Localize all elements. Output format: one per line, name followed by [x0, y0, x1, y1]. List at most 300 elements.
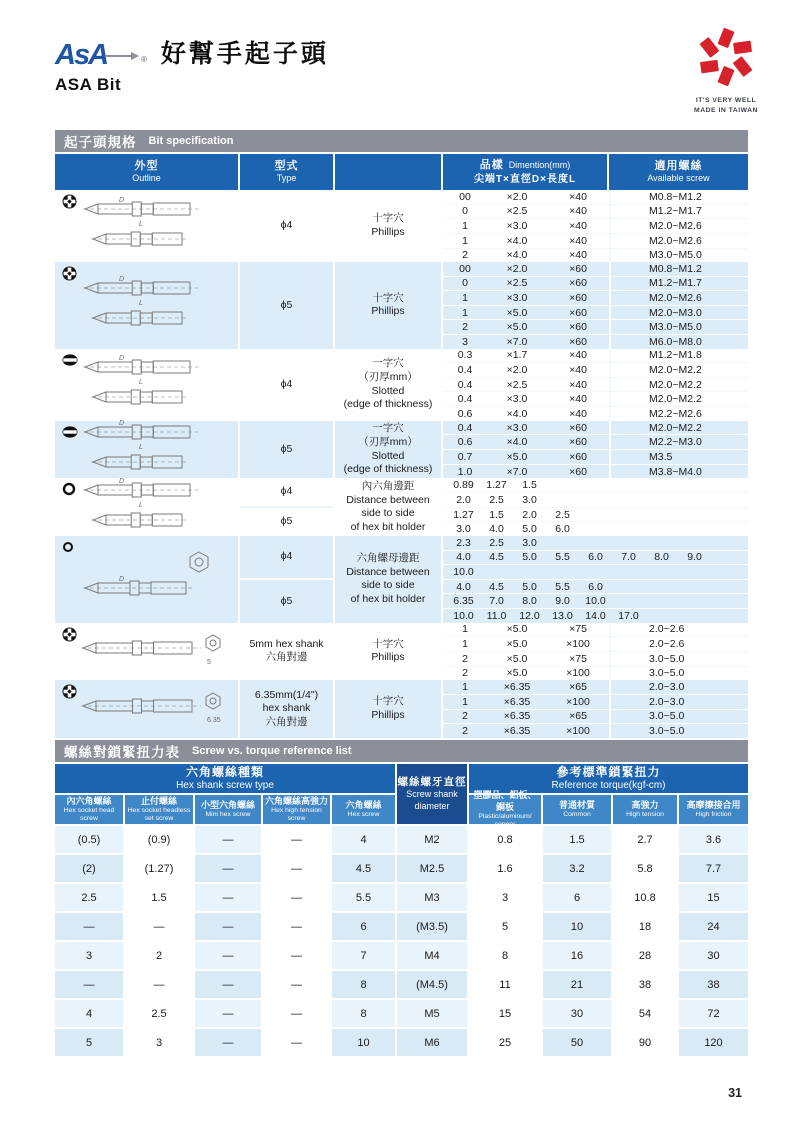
tip-size: 0.4	[457, 364, 473, 377]
tip-size: 1.0	[457, 465, 473, 478]
diameter: ×6.35	[503, 710, 531, 723]
torque-cell: M6	[397, 1029, 467, 1056]
phillips-icon	[62, 684, 77, 704]
tip-size: 00	[459, 262, 471, 275]
length: ×60	[569, 421, 587, 434]
diameter: ×2.5	[506, 277, 528, 290]
svg-text:D: D	[118, 275, 124, 283]
available-screw: M6.0~M8.0	[609, 335, 748, 349]
torque-cell: 3.6	[679, 826, 748, 853]
torque-cell: (1.27)	[125, 855, 193, 882]
torque-cell: 6	[543, 884, 611, 911]
spec-row	[443, 694, 748, 709]
style-name-cell: 十字穴 Phillips	[335, 262, 443, 349]
torque-cell: 3	[55, 942, 123, 969]
sub-column-header: 小型六角螺絲 Mini hex screw	[195, 795, 261, 824]
bit-drawing	[79, 418, 229, 481]
svg-text:D: D	[118, 196, 124, 204]
diameter: ×3.0	[506, 421, 528, 434]
length: ×60	[569, 321, 587, 334]
torque-cell: 4	[332, 826, 395, 853]
tip-size: 2	[462, 249, 468, 262]
diameter: ×3.0	[506, 292, 528, 305]
style-name-cell: 一字穴 （刃厚mm） Slotted (edge of thickness)	[335, 349, 443, 421]
sub-column-header: 止付螺絲 Hex socket headless set screw	[125, 795, 193, 824]
hex-size: 3.0	[456, 523, 471, 536]
torque-row	[55, 1000, 748, 1027]
length: ×60	[569, 465, 587, 478]
torque-cell: 0.8	[469, 826, 541, 853]
dimension-rows	[443, 421, 748, 479]
torque-cell: 3	[125, 1029, 193, 1056]
bit-drawing	[79, 548, 229, 611]
torque-cell: 8	[332, 971, 395, 998]
style-name-cell: 內六角邊距 Distance between side to side of hex bit holder	[335, 478, 443, 536]
torque-row	[55, 971, 748, 998]
type-label: ϕ4	[280, 550, 293, 563]
torque-cell: —	[263, 971, 330, 998]
torque-table-header	[55, 764, 748, 828]
torque-cell: 4.5	[332, 855, 395, 882]
spec-section	[55, 623, 748, 681]
torque-cell: —	[125, 971, 193, 998]
spec-row	[443, 204, 748, 219]
torque-cell: —	[263, 1029, 330, 1056]
tip-size: 1	[462, 306, 468, 319]
hex-size: 7.0	[621, 551, 636, 564]
spec-banner-zh: 起子頭規格	[64, 135, 137, 150]
asa-logo: AsA	[55, 39, 108, 71]
spec-row	[443, 623, 748, 637]
torque-table-banner	[55, 740, 748, 762]
available-screw: M2.0~M2.6	[609, 219, 748, 233]
available-screw: M0.8~M1.2	[609, 190, 748, 204]
length: ×40	[569, 234, 587, 247]
hex-size: 8.0	[654, 551, 669, 564]
dimension-rows	[443, 349, 748, 421]
torque-cell: 5.8	[613, 855, 677, 882]
torque-cell: 54	[613, 1000, 677, 1027]
spec-row	[443, 362, 748, 377]
available-screw: M2.0~M2.2	[609, 378, 748, 392]
torque-cell: 25	[469, 1029, 541, 1056]
length: ×60	[569, 306, 587, 319]
torque-cell: (2)	[55, 855, 123, 882]
svg-text:L: L	[138, 501, 143, 509]
torque-cell: 8	[332, 1000, 395, 1027]
spec-row	[443, 464, 748, 479]
length: ×40	[569, 249, 587, 262]
torque-row	[55, 913, 748, 940]
torque-cell: 2.5	[55, 884, 123, 911]
type-cell	[240, 536, 335, 623]
phillips-icon	[62, 266, 77, 286]
available-screw: 3.0~5.0	[609, 667, 748, 681]
spec-row	[443, 305, 748, 320]
torque-cell: 2	[125, 942, 193, 969]
type-cell	[240, 349, 335, 421]
hex-size: 5.0	[522, 551, 537, 564]
torque-cell: —	[263, 826, 330, 853]
page-number: 31	[728, 1086, 742, 1100]
torque-cell: M3	[397, 884, 467, 911]
spec-row	[443, 434, 748, 449]
spec-row	[443, 262, 748, 276]
torque-cell: 5	[55, 1029, 123, 1056]
dimension-rows	[443, 190, 748, 262]
type-label: ϕ5	[280, 442, 293, 455]
tip-size: 0.7	[457, 450, 473, 463]
torque-banner-en: Screw vs. torque reference list	[192, 745, 352, 757]
length: ×65	[569, 710, 587, 723]
hex-size: 17.0	[618, 609, 639, 622]
hex-size: 1.27	[486, 479, 507, 492]
tip-size: 1	[462, 695, 468, 708]
svg-text:D: D	[118, 355, 124, 363]
length: ×40	[569, 220, 587, 233]
torque-cell: 30	[679, 942, 748, 969]
column-header-outline: 外型 Outline	[55, 154, 240, 190]
phillips-icon	[62, 194, 77, 214]
torque-cell: 3	[469, 884, 541, 911]
hex-size: 9.0	[687, 551, 702, 564]
group-header-hex-shank-screw-type: 六角螺絲種類 Hex shank screw type	[55, 764, 395, 793]
badge-line1: IT'S VERY WELL	[695, 97, 757, 104]
slotted-icon	[62, 425, 78, 443]
length: ×75	[569, 623, 587, 636]
spec-row	[443, 449, 748, 464]
hex-size: 8.0	[522, 595, 537, 608]
length: ×100	[566, 725, 590, 738]
bit-drawing	[79, 620, 229, 683]
spec-row	[443, 608, 748, 623]
spec-section	[55, 680, 748, 738]
sub-column-header: 內六角螺絲 Hex socket head screw	[55, 795, 123, 824]
hex-size: 0.89	[453, 479, 474, 492]
spec-row	[443, 248, 748, 263]
tip-size: 2	[462, 321, 468, 334]
torque-cell: 2.7	[613, 826, 677, 853]
spec-section	[55, 262, 748, 349]
type-label: ϕ5	[280, 298, 293, 311]
hex-size: 2.5	[489, 493, 504, 506]
tip-size: 0	[462, 277, 468, 290]
taiwan-pinwheel-icon	[695, 26, 757, 88]
badge-line2: MADE IN TAIWAN	[694, 106, 758, 114]
hex-size: 14.0	[585, 609, 606, 622]
torque-row	[55, 826, 748, 853]
available-screw: M2.0~M2.6	[609, 234, 748, 248]
spec-row	[443, 492, 748, 507]
spec-row	[443, 521, 748, 536]
type-label: ϕ4	[280, 219, 293, 232]
spec-sections	[55, 190, 748, 738]
tip-size: 2	[462, 652, 468, 665]
torque-row	[55, 855, 748, 882]
style-name-cell: 一字穴 （刃厚mm） Slotted (edge of thickness)	[335, 421, 443, 479]
hex-size: 5.5	[555, 580, 570, 593]
tip-size: 1	[462, 220, 468, 233]
style-name-cell: 十字穴 Phillips	[335, 680, 443, 738]
hex-size: 10.0	[453, 609, 474, 622]
diameter: ×6.35	[503, 681, 531, 694]
torque-cell: 6	[332, 913, 395, 940]
available-screw: M2.0~M2.2	[609, 363, 748, 377]
outline-cell	[55, 421, 240, 479]
torque-cell: 72	[679, 1000, 748, 1027]
dimension-rows	[443, 262, 748, 349]
torque-row	[55, 1029, 748, 1056]
torque-cell: —	[195, 855, 261, 882]
spec-row	[443, 564, 748, 579]
torque-cell: 3.2	[543, 855, 611, 882]
torque-cell: 10.8	[613, 884, 677, 911]
outline-cell	[55, 190, 240, 262]
diameter: ×7.0	[506, 465, 528, 478]
svg-text:5: 5	[206, 658, 211, 666]
diameter: ×1.7	[506, 349, 528, 362]
hex-size: 4.0	[456, 580, 471, 593]
column-header-type: 型式 Type	[240, 154, 335, 190]
type-label: ϕ5	[240, 578, 333, 622]
tip-size: 00	[459, 190, 471, 203]
length: ×100	[566, 667, 590, 680]
hex-size: 10.0	[585, 595, 606, 608]
torque-cell: 16	[543, 942, 611, 969]
available-screw: M3.5	[609, 450, 748, 464]
torque-cell: 28	[613, 942, 677, 969]
bit-specification-table	[55, 130, 748, 738]
tip-size: 0	[462, 205, 468, 218]
diameter: ×4.0	[506, 234, 528, 247]
torque-cell: 120	[679, 1029, 748, 1056]
spec-row	[443, 723, 748, 738]
available-screw: M1.2~M1.7	[609, 277, 748, 291]
torque-cell: M2.5	[397, 855, 467, 882]
group-header-reference-torque: 參考標準鎖緊扭力 Reference torque(kgf-cm)	[469, 764, 748, 793]
torque-cell: —	[195, 1000, 261, 1027]
torque-cell: 5.5	[332, 884, 395, 911]
sub-column-header: 塑膠品、鋁板、銅板 Plastic/aluminum/ copper	[469, 795, 541, 824]
svg-text:L: L	[138, 379, 143, 387]
length: ×40	[569, 378, 587, 391]
tip-size: 0.4	[457, 421, 473, 434]
length: ×60	[569, 335, 587, 348]
torque-row	[55, 942, 748, 969]
torque-cell: 10	[332, 1029, 395, 1056]
spec-row	[443, 349, 748, 363]
diameter: ×2.0	[506, 190, 528, 203]
svg-text:6.35: 6.35	[206, 716, 221, 724]
outline-cell	[55, 680, 240, 738]
available-screw: 2.0~3.0	[609, 695, 748, 709]
diameter: ×2.0	[506, 262, 528, 275]
tip-size: 1	[462, 623, 468, 636]
diameter: ×5.0	[506, 321, 528, 334]
svg-text:D: D	[118, 420, 124, 428]
torque-cell: —	[125, 913, 193, 940]
torque-cell: —	[55, 913, 123, 940]
hex-size: 6.0	[588, 551, 603, 564]
spec-section	[55, 190, 748, 262]
hex-size: 4.0	[456, 551, 471, 564]
hex-size: 4.5	[489, 551, 504, 564]
type-cell	[240, 680, 335, 738]
tip-size: 1	[462, 234, 468, 247]
diameter: ×5.0	[506, 667, 528, 680]
torque-cell: —	[55, 971, 123, 998]
diameter: ×5.0	[506, 306, 528, 319]
spec-row	[443, 276, 748, 291]
available-screw: M0.8~M1.2	[609, 262, 748, 276]
torque-cell: 1.6	[469, 855, 541, 882]
available-screw: M2.0~M2.2	[609, 421, 748, 435]
available-screw: 3.0~5.0	[609, 724, 748, 738]
spec-row	[443, 406, 748, 421]
available-screw: 2.0~3.0	[609, 680, 748, 694]
length: ×40	[569, 407, 587, 420]
dimension-rows	[443, 623, 748, 681]
available-screw: M2.0~M2.6	[609, 291, 748, 305]
tip-size: 2	[462, 710, 468, 723]
torque-cell: 11	[469, 971, 541, 998]
tip-size: 0.3	[457, 349, 473, 362]
torque-cell: (M4.5)	[397, 971, 467, 998]
tip-size: 1	[462, 292, 468, 305]
page-subtitle: ASA Bit	[55, 75, 122, 94]
column-header-available-screw: 適用螺絲 Available screw	[647, 160, 710, 184]
length: ×40	[569, 190, 587, 203]
hex-size: 12.0	[519, 609, 540, 622]
sub-column-header: 高摩擦接合用 High friction	[679, 795, 748, 824]
tip-size: 0.4	[457, 378, 473, 391]
hex-size: 5.0	[522, 580, 537, 593]
torque-cell: 30	[543, 1000, 611, 1027]
logo-arrow-icon	[105, 52, 139, 60]
spec-row	[443, 593, 748, 608]
hex-size: 6.35	[453, 595, 474, 608]
outline-cell	[55, 623, 240, 681]
spec-row	[443, 190, 748, 204]
length: ×60	[569, 436, 587, 449]
torque-cell: 1.5	[543, 826, 611, 853]
hex-size: 10.0	[453, 566, 474, 579]
torque-cell: (0.9)	[125, 826, 193, 853]
ring-small-icon	[62, 540, 74, 558]
hex-size: 3.0	[522, 536, 537, 549]
available-screw: M1.2~M1.8	[609, 349, 748, 363]
style-name-cell: 六角螺母邊距 Distance between side to side of hex bit holder	[335, 536, 443, 623]
length: ×40	[569, 349, 587, 362]
torque-cell: M2	[397, 826, 467, 853]
available-screw: 2.0~2.6	[609, 637, 748, 651]
torque-cell: —	[263, 1000, 330, 1027]
bit-drawing	[79, 195, 229, 258]
spec-row	[443, 666, 748, 681]
page-title: 好幫手起子頭	[160, 40, 329, 68]
torque-cell: 4	[55, 1000, 123, 1027]
spec-row	[443, 334, 748, 349]
spec-row	[443, 478, 748, 492]
available-screw: M3.8~M4.0	[609, 465, 748, 479]
length: ×65	[569, 681, 587, 694]
spec-row	[443, 507, 748, 522]
torque-cell: 90	[613, 1029, 677, 1056]
type-cell	[240, 262, 335, 349]
available-screw: M3.0~M5.0	[609, 320, 748, 334]
length: ×60	[569, 277, 587, 290]
hex-size: 11.0	[486, 609, 507, 622]
diameter: ×6.35	[503, 695, 531, 708]
torque-cell: 24	[679, 913, 748, 940]
torque-cell: —	[195, 826, 261, 853]
type-cell	[240, 478, 335, 536]
diameter: ×5.0	[506, 450, 528, 463]
ring-icon	[62, 482, 76, 501]
registered-mark: ®	[141, 55, 147, 64]
length: ×40	[569, 205, 587, 218]
sub-column-header: 六角螺絲 Hex screw	[332, 795, 395, 824]
torque-cell: 5	[469, 913, 541, 940]
diameter: ×4.0	[506, 249, 528, 262]
spec-row	[443, 218, 748, 233]
outline-cell	[55, 536, 240, 623]
torque-cell: —	[263, 913, 330, 940]
diameter: ×6.35	[503, 725, 531, 738]
hex-size: 6.0	[588, 580, 603, 593]
hex-size: 2.0	[522, 508, 537, 521]
tip-size: 0.6	[457, 407, 473, 420]
style-name-cell: 十字穴 Phillips	[335, 623, 443, 681]
torque-row	[55, 884, 748, 911]
spec-section	[55, 421, 748, 479]
diameter: ×5.0	[506, 652, 528, 665]
style-name-cell: 十字穴 Phillips	[335, 190, 443, 262]
torque-cell: M4	[397, 942, 467, 969]
hex-size: 2.0	[456, 493, 471, 506]
tip-size: 1	[462, 681, 468, 694]
slotted-icon	[62, 353, 78, 371]
available-screw: 2.0~2.6	[609, 623, 748, 637]
spec-section	[55, 478, 748, 536]
torque-cell: 18	[613, 913, 677, 940]
diameter: ×3.0	[506, 393, 528, 406]
brand-header	[55, 40, 329, 95]
hex-size: 1.5	[489, 508, 504, 521]
torque-cell: —	[195, 884, 261, 911]
hex-size: 3.0	[522, 493, 537, 506]
hex-size: 5.5	[555, 551, 570, 564]
tip-size: 3	[462, 335, 468, 348]
spec-row	[443, 421, 748, 435]
diameter: ×4.0	[506, 436, 528, 449]
torque-cell: (0.5)	[55, 826, 123, 853]
torque-cell: —	[195, 1029, 261, 1056]
torque-banner-zh: 螺絲對鎖緊扭力表	[64, 745, 180, 760]
diameter: ×3.0	[506, 220, 528, 233]
column-header-dimension: 品樣 Dimention(mm) 尖端T×直徑D×長度L	[443, 154, 609, 190]
bit-drawing	[79, 353, 229, 416]
torque-cell: —	[263, 855, 330, 882]
spec-row	[443, 377, 748, 392]
made-in-taiwan-badge	[674, 26, 778, 116]
dimension-rows	[443, 536, 748, 623]
torque-cell: 10	[543, 913, 611, 940]
bit-drawing	[79, 274, 229, 337]
available-screw: 3.0~5.0	[609, 652, 748, 666]
dimension-rows	[443, 478, 748, 536]
spec-row	[443, 579, 748, 594]
